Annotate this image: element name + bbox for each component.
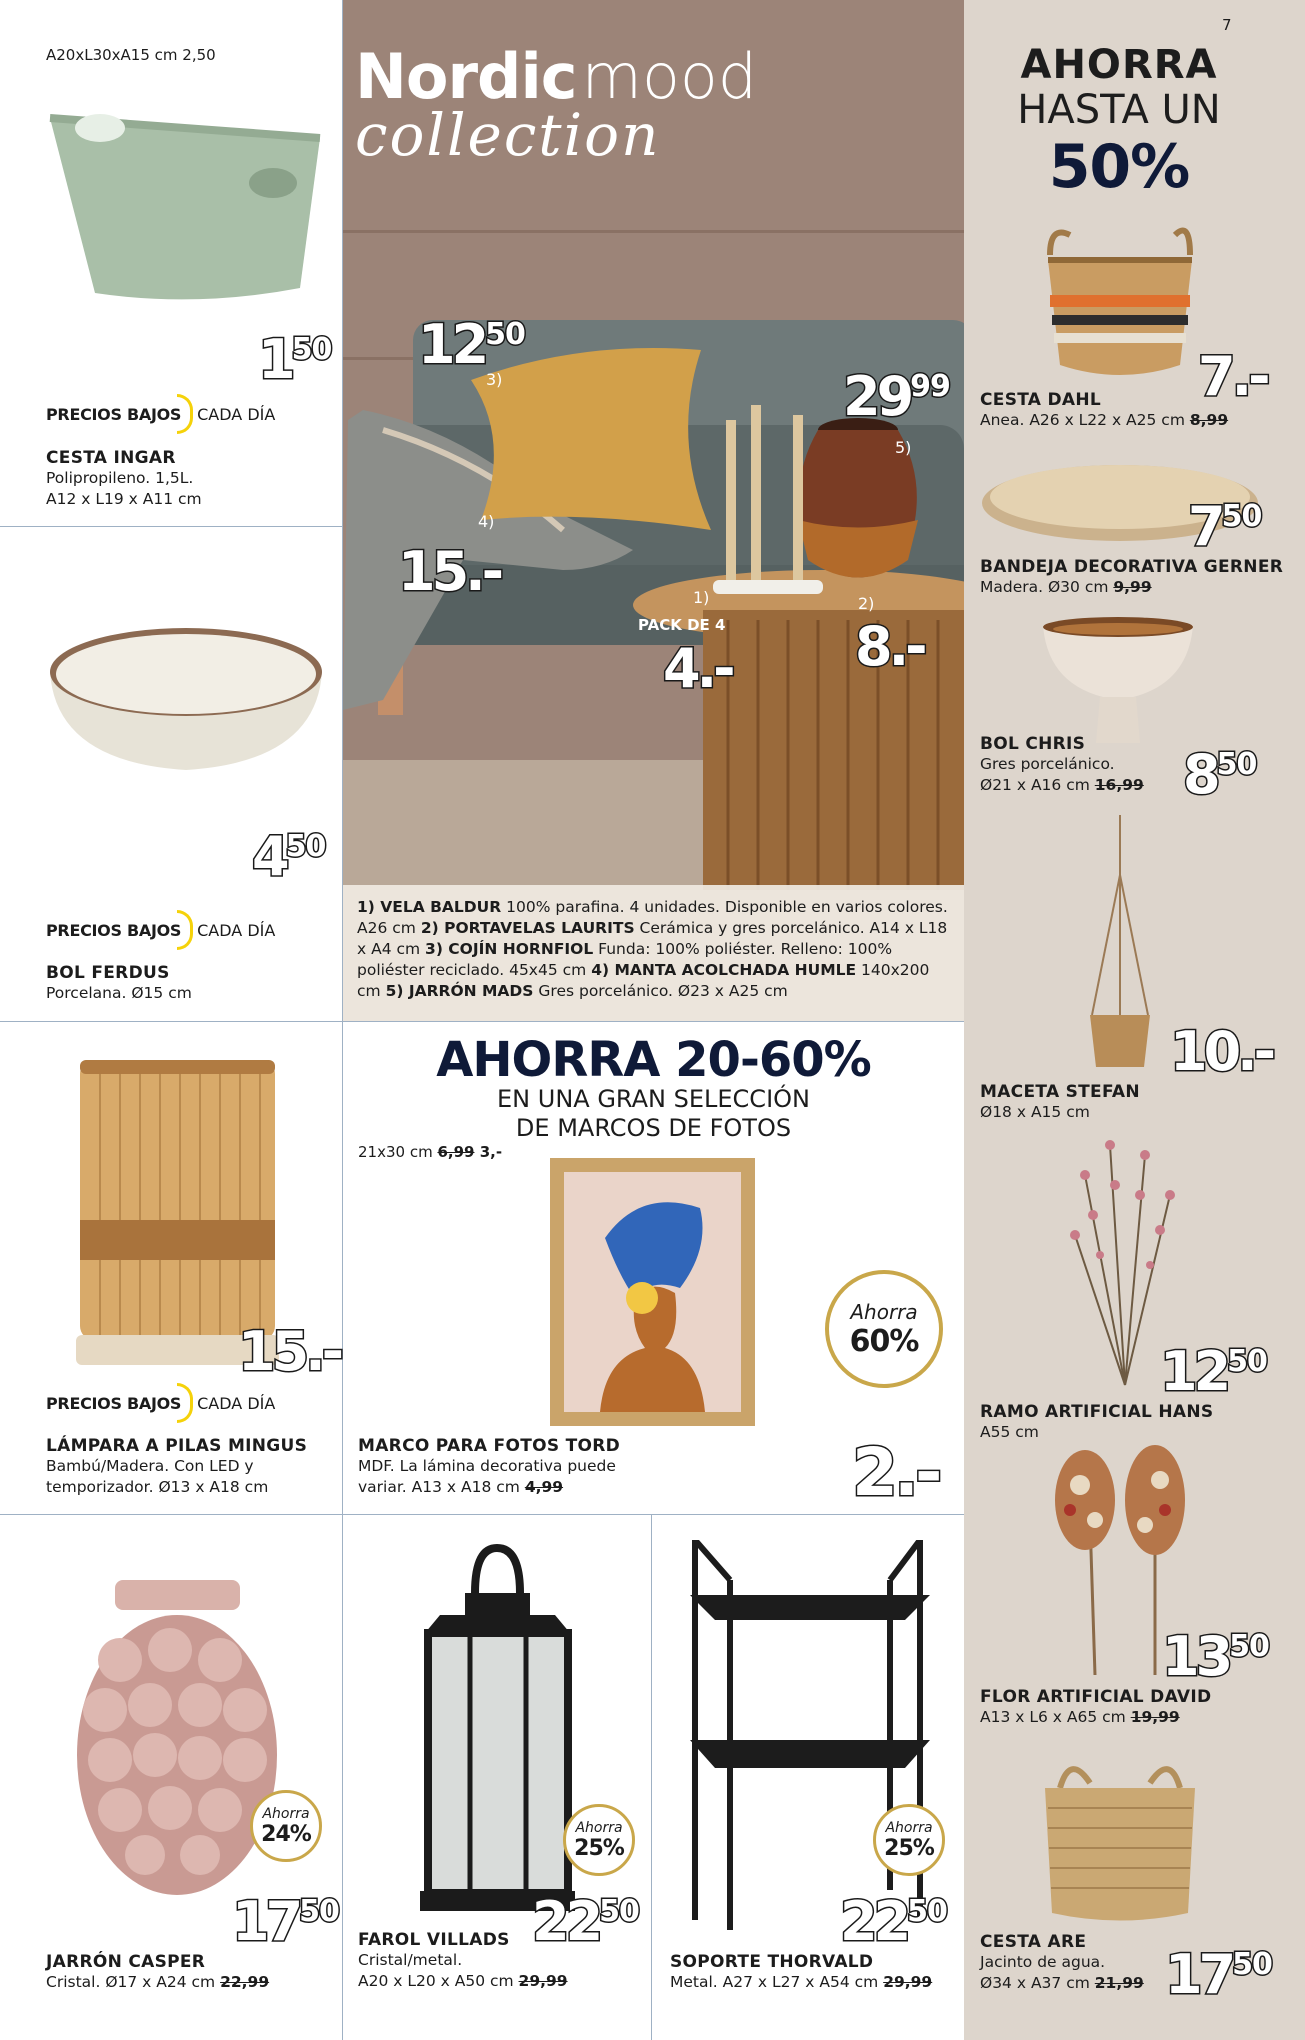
precios-bajos-1-arc bbox=[177, 394, 193, 434]
lampara-mingus-desc-1: Bambú/Madera. Con LED y bbox=[46, 1457, 254, 1475]
flor-david-old-price: 19,99 bbox=[1130, 1708, 1180, 1726]
soporte-thorvald-info bbox=[670, 1952, 932, 1993]
marker-5: 5) bbox=[895, 438, 912, 457]
hero-price-throw: 15.- bbox=[398, 540, 501, 603]
grid-line-h2 bbox=[0, 1021, 964, 1022]
cesta-ingar-desc-1: Polipropileno. 1,5L. bbox=[46, 469, 194, 487]
bol-chris-desc-2: Ø21 x A16 cm bbox=[980, 776, 1095, 794]
jarron-casper-image bbox=[70, 1580, 285, 1900]
marco-tord-badge-label: Ahorra bbox=[850, 1299, 918, 1324]
cesta-are-desc: Jacinto de agua. bbox=[980, 1953, 1106, 1971]
lampara-mingus-desc-2: temporizador. Ø13 x A18 cm bbox=[46, 1478, 269, 1496]
bandeja-gerner-price: 750 bbox=[1188, 495, 1262, 558]
grid-line-v2 bbox=[651, 1514, 652, 2040]
bol-ferdus-price: 450 bbox=[252, 825, 326, 888]
bandeja-gerner-old-price: 9,99 bbox=[1113, 578, 1152, 596]
ahorra-line-2: HASTA UN bbox=[1017, 87, 1221, 133]
cesta-dahl-old-price: 8,99 bbox=[1189, 411, 1229, 429]
marker-1: 1) bbox=[693, 588, 710, 607]
cesta-ingar-top-note: A20xL30xA15 cm 2,50 bbox=[46, 46, 216, 64]
desc-item-4-text: 140x200 cm bbox=[357, 961, 930, 1000]
bol-ferdus-image bbox=[48, 622, 324, 772]
cesta-dahl-info bbox=[980, 390, 1228, 431]
jarron-casper-desc-line bbox=[46, 1972, 269, 1993]
farol-villads-desc-line bbox=[358, 1971, 568, 1992]
farol-villads-info bbox=[358, 1930, 568, 1992]
marco-tord-price: 2.- bbox=[852, 1434, 939, 1511]
hero-title bbox=[355, 40, 757, 169]
cesta-are-image bbox=[1040, 1748, 1200, 1928]
cesta-dahl-price: 7.- bbox=[1198, 345, 1267, 408]
marco-tord-desc-line-2 bbox=[358, 1477, 620, 1498]
jarron-casper-savings-badge bbox=[250, 1790, 322, 1862]
ahorra-line-1: AHORRA bbox=[1020, 42, 1218, 88]
farol-villads-desc-pre: Cristal/metal. bbox=[358, 1951, 463, 1969]
maceta-stefan-name: MACETA STEFAN bbox=[980, 1082, 1140, 1102]
precios-bajos-3-arc bbox=[177, 1383, 193, 1423]
flor-david-info bbox=[980, 1687, 1211, 1728]
farol-villads-badge-label: Ahorra bbox=[575, 1819, 623, 1836]
frames-note-new: 3,- bbox=[474, 1143, 503, 1161]
cesta-are-desc-2: Ø34 x A37 cm bbox=[980, 1974, 1095, 1992]
flor-david-desc: A13 x L6 x A65 cm bbox=[980, 1708, 1131, 1726]
cesta-ingar-info bbox=[46, 448, 202, 510]
hero-description bbox=[343, 885, 964, 1021]
marco-tord-info bbox=[358, 1436, 620, 1498]
jarron-casper-desc: Cristal. Ø17 x A24 cm bbox=[46, 1973, 221, 1991]
hero-price-vase: 2999 bbox=[843, 365, 950, 428]
maceta-stefan-info bbox=[980, 1082, 1140, 1123]
lampara-mingus-name: LÁMPARA A PILAS MINGUS bbox=[46, 1436, 308, 1456]
grid-line-h3 bbox=[0, 1514, 964, 1515]
soporte-thorvald-badge-label: Ahorra bbox=[885, 1819, 933, 1836]
maceta-stefan-price: 10.- bbox=[1170, 1020, 1273, 1083]
soporte-thorvald-old-price: 29,99 bbox=[883, 1973, 933, 1991]
cesta-ingar-desc-2: A12 x L19 x A11 cm bbox=[46, 490, 202, 508]
flor-david-desc-line bbox=[980, 1707, 1211, 1728]
grid-line-h1 bbox=[0, 526, 342, 527]
bol-chris-price: 850 bbox=[1183, 743, 1257, 806]
precios-bajos-2-arc bbox=[177, 910, 193, 950]
bandeja-gerner-name: BANDEJA DECORATIVA GERNER bbox=[980, 557, 1284, 577]
cesta-are-info bbox=[980, 1932, 1144, 1994]
soporte-thorvald-badge-value: 25% bbox=[884, 1835, 934, 1861]
cesta-are-name: CESTA ARE bbox=[980, 1932, 1087, 1952]
precios-bajos-1 bbox=[46, 394, 275, 434]
desc-item-5-name: 5) JARRÓN MADS bbox=[385, 982, 534, 1000]
hero-title-bold: Nordic bbox=[355, 40, 577, 113]
bandeja-gerner-desc-line bbox=[980, 577, 1283, 598]
frames-note bbox=[358, 1143, 502, 1161]
desc-item-5-text: Gres porcelánico. Ø23 x A25 cm bbox=[533, 982, 788, 1000]
jarron-casper-old-price: 22,99 bbox=[220, 1973, 270, 1991]
soporte-thorvald-image bbox=[690, 1540, 933, 1940]
jarron-casper-price: 1750 bbox=[232, 1890, 339, 1953]
cesta-are-old-price: 21,99 bbox=[1094, 1974, 1144, 1992]
lampara-mingus-info bbox=[46, 1436, 307, 1498]
lampara-mingus-price: 15.- bbox=[238, 1320, 341, 1383]
bandeja-gerner-info bbox=[980, 557, 1283, 598]
cesta-are-price: 1750 bbox=[1165, 1943, 1272, 2006]
farol-villads-old-price: 29,99 bbox=[518, 1972, 568, 1990]
desc-item-3-name: 3) COJÍN HORNFIOL bbox=[425, 940, 594, 958]
precios-bajos-2 bbox=[46, 910, 275, 950]
farol-villads-image bbox=[420, 1543, 575, 1913]
desc-item-3-text: Funda: 100% poliéster. Relleno: 100% poliéster reciclado. 45x45 cm bbox=[357, 940, 893, 979]
marco-tord-badge-value: 60% bbox=[849, 1323, 919, 1359]
cesta-ingar-name: CESTA INGAR bbox=[46, 448, 176, 468]
cesta-ingar-price: 150 bbox=[258, 328, 332, 391]
frames-note-prefix: 21x30 cm bbox=[358, 1143, 438, 1161]
bol-chris-info bbox=[980, 734, 1144, 796]
precios-bajos-1-light: CADA DÍA bbox=[197, 404, 276, 424]
maceta-stefan-image bbox=[1080, 815, 1160, 1075]
bol-ferdus-name: BOL FERDUS bbox=[46, 963, 170, 983]
hero-title-light: mood bbox=[581, 40, 758, 113]
desc-item-1-text: 100% parafina. 4 unidades. Disponible en varios colores. A26 cm bbox=[357, 898, 948, 937]
bol-chris-desc-line-2 bbox=[980, 775, 1144, 796]
soporte-thorvald-desc: Metal. A27 x L27 x A54 cm bbox=[670, 1973, 884, 1991]
cesta-dahl-desc: Anea. A26 x L22 x A25 cm bbox=[980, 411, 1190, 429]
cesta-ingar-image bbox=[45, 98, 325, 308]
hero-section bbox=[343, 0, 964, 1021]
farol-villads-savings-badge bbox=[563, 1804, 635, 1876]
soporte-thorvald-savings-badge bbox=[873, 1804, 945, 1876]
precios-bajos-2-bold: PRECIOS BAJOS bbox=[46, 920, 182, 940]
soporte-thorvald-price: 2250 bbox=[840, 1890, 947, 1953]
frames-headline: AHORRA 20-60% bbox=[436, 1032, 871, 1088]
soporte-thorvald-name: SOPORTE THORVALD bbox=[670, 1952, 874, 1972]
marker-3: 3) bbox=[486, 370, 503, 389]
precios-bajos-2-light: CADA DÍA bbox=[197, 920, 276, 940]
precios-bajos-1-bold: PRECIOS BAJOS bbox=[46, 404, 182, 424]
precios-bajos-3-bold: PRECIOS BAJOS bbox=[46, 1393, 182, 1413]
marker-4: 4) bbox=[478, 512, 495, 531]
soporte-thorvald-desc-line bbox=[670, 1972, 932, 1993]
marco-tord-desc-2: variar. A13 x A18 cm bbox=[358, 1478, 525, 1496]
ramo-hans-price: 1250 bbox=[1160, 1340, 1267, 1403]
bol-chris-old-price: 16,99 bbox=[1094, 776, 1144, 794]
flor-david-name: FLOR ARTIFICIAL DAVID bbox=[980, 1687, 1212, 1707]
bol-chris-desc: Gres porcelánico. bbox=[980, 755, 1115, 773]
bol-chris-image bbox=[1038, 615, 1198, 750]
bol-ferdus-desc: Porcelana. Ø15 cm bbox=[46, 984, 192, 1002]
ahorra-line-3: 50% bbox=[1048, 132, 1190, 202]
ramo-hans-info bbox=[980, 1402, 1213, 1443]
page-number: 7 bbox=[1222, 16, 1232, 34]
ramo-hans-name: RAMO ARTIFICIAL HANS bbox=[980, 1402, 1214, 1422]
marco-tord-desc-1: MDF. La lámina decorativa puede bbox=[358, 1457, 616, 1475]
hero-pack-label: PACK DE 4 bbox=[638, 616, 726, 634]
jarron-casper-name: JARRÓN CASPER bbox=[46, 1952, 206, 1972]
bol-ferdus-info bbox=[46, 963, 192, 1004]
flor-david-price: 1350 bbox=[1162, 1625, 1269, 1688]
farol-villads-desc: A20 x L20 x A50 cm bbox=[358, 1972, 519, 1990]
maceta-stefan-desc: Ø18 x A15 cm bbox=[980, 1103, 1090, 1121]
cesta-dahl-name: CESTA DAHL bbox=[980, 390, 1102, 410]
cesta-are-desc-line-2 bbox=[980, 1973, 1144, 1994]
precios-bajos-3-light: CADA DÍA bbox=[197, 1393, 276, 1413]
frames-note-old: 6,99 bbox=[437, 1143, 475, 1161]
farol-villads-badge-value: 25% bbox=[574, 1835, 624, 1861]
jarron-casper-badge-label: Ahorra bbox=[262, 1805, 310, 1822]
cesta-dahl-desc-line bbox=[980, 410, 1228, 431]
marco-tord-old-price: 4,99 bbox=[524, 1478, 564, 1496]
frames-sub-1: EN UNA GRAN SELECCIÓN bbox=[497, 1085, 810, 1113]
marco-tord-name: MARCO PARA FOTOS TORD bbox=[358, 1436, 621, 1456]
ahorra-headline bbox=[964, 42, 1274, 202]
cesta-dahl-image bbox=[1040, 215, 1200, 385]
hero-price-candle-holder: 8.- bbox=[855, 615, 924, 678]
ramo-hans-desc: A55 cm bbox=[980, 1423, 1039, 1441]
hero-price-cushion: 1250 bbox=[418, 313, 525, 376]
marco-tord-image bbox=[550, 1158, 755, 1426]
farol-villads-price: 2250 bbox=[532, 1890, 639, 1953]
hero-price-candles: 4.- bbox=[663, 637, 732, 700]
precios-bajos-3 bbox=[46, 1383, 275, 1423]
jarron-casper-info bbox=[46, 1952, 269, 1993]
bandeja-gerner-desc: Madera. Ø30 cm bbox=[980, 578, 1114, 596]
desc-item-1-name: 1) VELA BALDUR bbox=[357, 898, 502, 916]
desc-item-2-text: Cerámica y gres porcelánico. A14 x L18 x A4 cm bbox=[357, 919, 948, 958]
marco-tord-savings-badge bbox=[825, 1270, 943, 1388]
farol-villads-name: FAROL VILLADS bbox=[358, 1930, 510, 1950]
jarron-casper-badge-value: 24% bbox=[261, 1821, 311, 1847]
marker-2: 2) bbox=[858, 594, 875, 613]
desc-item-4-name: 4) MANTA ACOLCHADA HUMLE bbox=[591, 961, 857, 979]
candles-image bbox=[708, 395, 828, 610]
frames-sub-2: DE MARCOS DE FOTOS bbox=[515, 1114, 792, 1142]
desc-item-2-name: 2) PORTAVELAS LAURITS bbox=[420, 919, 635, 937]
hero-title-script: collection bbox=[355, 101, 661, 169]
bol-chris-name: BOL CHRIS bbox=[980, 734, 1086, 754]
